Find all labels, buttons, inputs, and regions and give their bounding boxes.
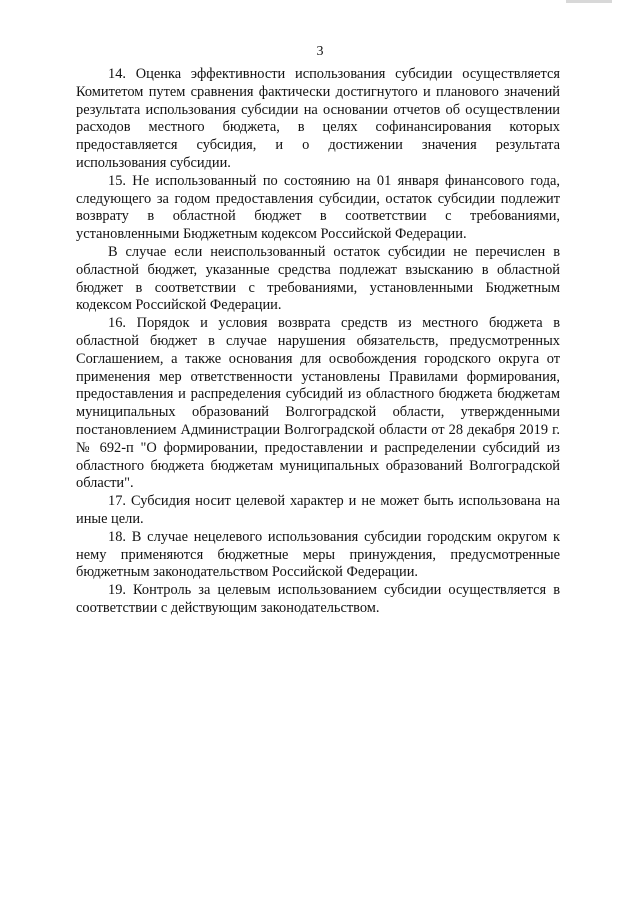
paragraph-15: 15. Не использованный по состоянию на 01 января финансового года, следующего за годом предоставления субсидии, остаток субсидии подлежит возврату в областной бюджет в соответствии с требованиями, установленными Бюджетным кодексом Российской Федерации. <box>76 172 560 243</box>
paragraph-19: 19. Контроль за целевым использованием субсидии осуществляется в соответствии с действующим законодательством. <box>76 582 560 616</box>
paragraph-15-continuation: В случае если неиспользованный остаток субсидии не перечислен в областной бюджет, указанные средства подлежат взысканию в областной бюджет в соответствии с требованиями, установленными Бюджетным кодексом Российской Федерации. <box>76 243 560 314</box>
paragraph-17: 17. Субсидия носит целевой характер и не может быть использована на иные цели. <box>76 493 560 527</box>
scan-artifact-mark <box>566 0 612 3</box>
page-number: 3 <box>316 44 324 59</box>
paragraph-14: 14. Оценка эффективности использования субсидии осуществляется Комитетом путем сравнения фактически достигнутого и планового значений результата использования субсидии на основании отчетов об осуществлении расходов местного бюджета, в целях софинансирования которых предоставляется субсидия, и о достижении значения результата использования субсидии. <box>76 66 560 171</box>
paragraph-18: 18. В случае нецелевого использования субсидии городским округом к нему применяются бюджетные меры принуждения, предусмотренные бюджетным законодательством Российской Федерации. <box>76 528 560 581</box>
document-body <box>76 66 560 618</box>
paragraph-16: 16. Порядок и условия возврата средств из местного бюджета в областной бюджет в случае нарушения обязательств, предусмотренных Соглашением, а также основания для освобождения городского округа от применения мер ответственности установлены Правилами формирования, предоставления и распределения субсидий из областного бюджета бюджетам муниципальных образований Волгоградской области, утвержденными постановлением Администрации Волгоградской области от 28 декабря 2019 г. № 692-п "О формировании, предоставлении и распределении субсидий из областного бюджета бюджетам муниципальных образований Волгоградской области". <box>76 315 560 492</box>
